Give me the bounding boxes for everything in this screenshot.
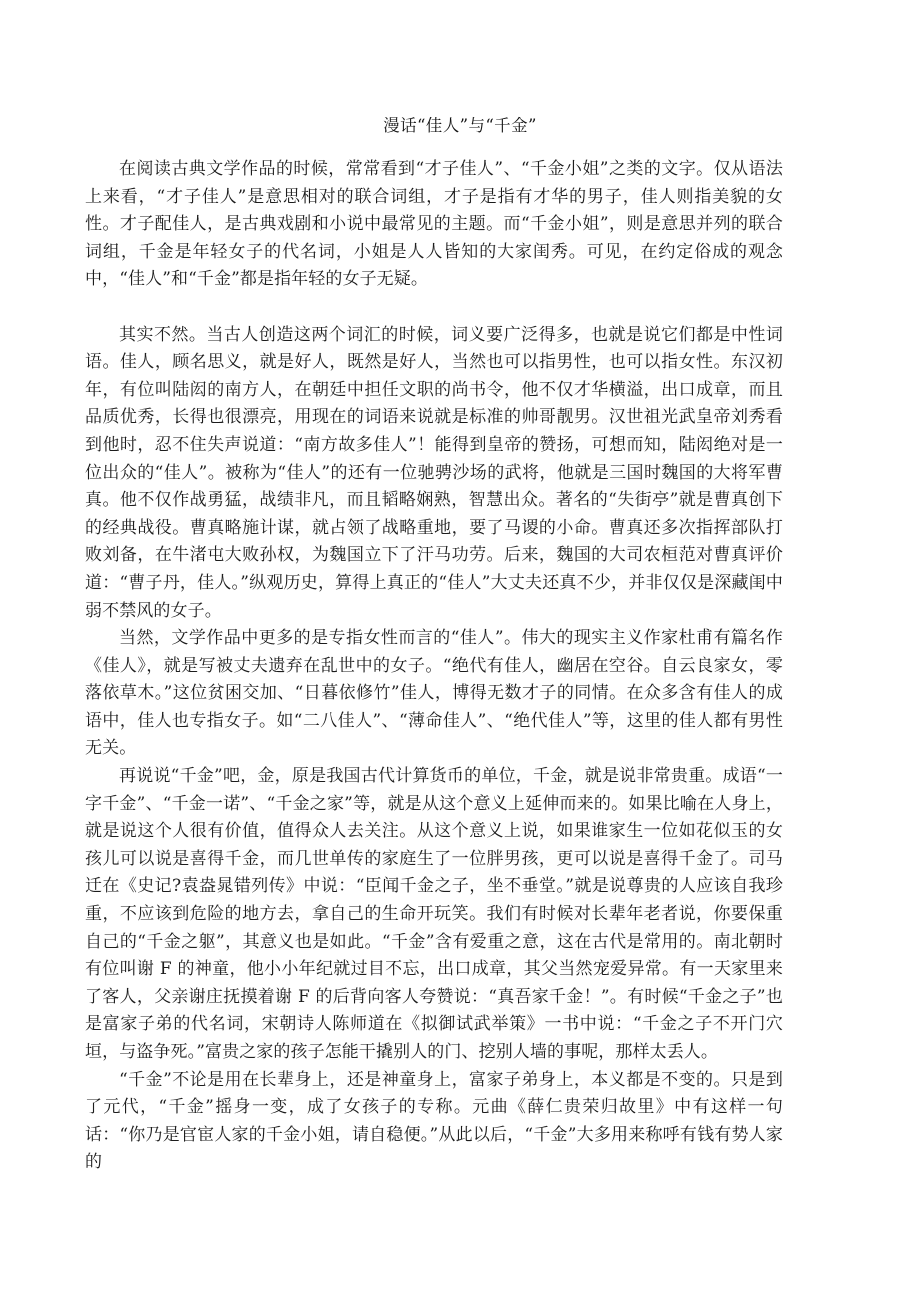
paragraph-3: 当然，文学作品中更多的是专指女性而言的“佳人”。伟大的现实主义作家杜甫有篇名作《佳人》，就是写被丈夫遗弃在乱世中的女子。“绝代有佳人，幽居在空谷。自云良家女，零落依草木。”这位贫困交加、“日暮依修竹”佳人，博得无数才子的同情。在众多含有佳人的成语中，佳人也专指女子。如“二八佳人”、“薄命佳人”、“绝代佳人”等，这里的佳人都有男性无关。 [85,628,783,759]
paragraph-5: “千金”不论是用在长辈身上，还是神童身上，富家子弟身上，本义都是不变的。只是到了元代，“千金”摇身一变，成了女孩子的专称。元曲《薛仁贵荣归故里》中有这样一句话：“你乃是官宦人家的千金小姐，请自稳便。”从此以后，“千金”大多用来称呼有钱有势人家的 [85,1069,783,1173]
paragraph-1: 在阅读古典文学作品的时候，常常看到“才子佳人”、“千金小姐”之类的文字。仅从语法上来看，“才子佳人”是意思相对的联合词组，才子是指有才华的男子，佳人则指美貌的女性。才子配佳人，是古典戏剧和小说中最常见的主题。而“千金小姐”，则是意思并列的联合词组，千金是年轻女子的代名词，小姐是人人皆知的大家闺秀。可见，在约定俗成的观念中，“佳人”和“千金”都是指年轻的女子无疑。 [85,159,783,290]
paragraph-4: 再说说“千金”吧，金，原是我国古代计算货币的单位，千金，就是说非常贵重。成语“一字千金”、“千金一诺”、“千金之家”等，就是从这个意义上延伸而来的。如果比喻在人身上，就是说这个人很有价值，值得众人去关注。从这个意义上说，如果谁家生一位如花似玉的女孩儿可以说是喜得千金，而几世单传的家庭生了一位胖男孩，更可以说是喜得千金了。司马迁在《史记?袁盎晁错列传》中说：“臣闻千金之子，坐不垂堂。”就是说尊贵的人应该自我珍重，不应该到危险的地方去，拿自己的生命开玩笑。我们有时候对长辈年老者说，你要保重自己的“千金之躯”，其意义也是如此。“千金”含有爱重之意，这在古代是常用的。南北朝时有位叫谢 F 的神童，他小小年纪就过目不忘，出口成章，其父当然宠爱异常。有一天家里来了客人，父亲谢庄抚摸着谢 F 的后背向客人夸赞说：“真吾家千金！”。有时候“千金之子”也是富家子弟的代名词，宋朝诗人陈师道在《拟御试武举策》一书中说：“千金之子不开门穴垣，与盗争死。”富贵之家的孩子怎能干撬别人的门、挖别人墙的事呢，那样太丢人。 [85,766,783,1062]
page-title: 漫话“佳人”与“千金” [383,116,537,135]
document-body [0,156,920,1177]
paragraph-2: 其实不然。当古人创造这两个词汇的时候，词义要广泛得多，也就是说它们都是中性词语。佳人，顾名思义，就是好人，既然是好人，当然也可以指男性，也可以指女性。东汉初年，有位叫陆闳的南方人，在朝廷中担任文职的尚书令，他不仅才华横溢，出口成章，而且品质优秀，长得也很漂亮，用现在的词语来说就是标准的帅哥靓男。汉世祖光武皇帝刘秀看到他时，忍不住失声说道：“南方故多佳人”！能得到皇帝的赞扬，可想而知，陆闳绝对是一位出众的“佳人”。被称为“佳人”的还有一位驰骋沙场的武将，他就是三国时魏国的大将军曹真。他不仅作战勇猛，战绩非凡，而且韬略娴熟，智慧出众。著名的“失街亭”就是曹真创下的经典战役。曹真略施计谋，就占领了战略重地，要了马谡的小命。曹真还多次指挥部队打败刘备，在牛渚屯大败孙权，为魏国立下了汗马功劳。后来，魏国的大司农桓范对曹真评价道：“曹子丹，佳人。”纵观历史，算得上真正的“佳人”大丈夫还真不少，并非仅仅是深藏闺中弱不禁风的女子。 [85,324,783,621]
